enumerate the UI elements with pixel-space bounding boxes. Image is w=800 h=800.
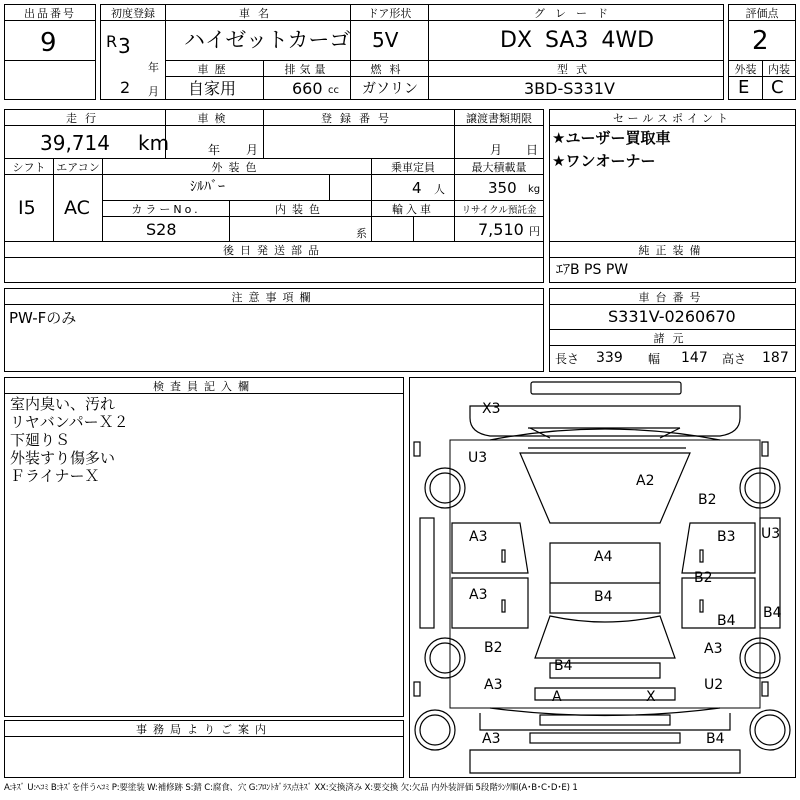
int-color-box (229, 216, 372, 242)
inspector-label: 検査員記入欄 (4, 377, 404, 394)
load-label: 最大積載量 (454, 158, 544, 175)
mark-u2: U2 (704, 677, 724, 693)
mark-b3: B3 (717, 529, 736, 545)
mileage-value: 39,714 (40, 131, 110, 155)
car-name-value: ハイゼットカーゴ (184, 28, 351, 52)
notes-value: PW-Fのみ (9, 309, 77, 327)
load-value: 350 (488, 179, 517, 197)
import-label: 輸入車 (371, 200, 455, 217)
inspection-month-unit: 月 (246, 143, 259, 157)
ext-color-box-2 (329, 174, 372, 201)
transfer-label: 譲渡書類期限 (454, 109, 544, 126)
mark-b4-center: B4 (594, 589, 613, 605)
inspector-line-2: リヤバンパーＸ２ (10, 413, 129, 431)
interior-label: 内装 (762, 60, 796, 77)
reg-no-label: 登録番号 (263, 109, 455, 126)
door-label: ドア形状 (350, 4, 429, 21)
reg-no-box (263, 125, 455, 159)
sales-point-2: ★ワンオーナー (552, 152, 656, 170)
mileage-label: 走行 (4, 109, 166, 126)
int-color-label: 内装色 (229, 200, 372, 217)
mark-a4: A4 (594, 549, 613, 565)
width-label: 幅 (648, 352, 661, 366)
shift-value: I5 (18, 197, 36, 219)
mark-x: X (646, 689, 656, 705)
mark-b2-right: B2 (698, 492, 717, 508)
mark-a3-right: A3 (704, 641, 723, 657)
transfer-month-unit: 月 (490, 143, 503, 157)
mark-b4-right: B4 (717, 613, 736, 629)
model-label: 型式 (428, 60, 724, 77)
ac-value: AC (64, 197, 90, 219)
capacity-unit: 人 (434, 183, 445, 196)
mark-b4-side: B4 (763, 605, 782, 621)
inspector-line-1: 室内臭い、汚れ (10, 395, 116, 413)
grade-value: DX SA3 4WD (500, 28, 655, 53)
mileage-unit: km (138, 131, 170, 155)
office-label: 事務局よりご案内 (4, 720, 404, 737)
height-label: 高さ (722, 352, 747, 366)
ext-color-label: 外装色 (102, 158, 372, 175)
shift-label: シフト (4, 158, 54, 175)
equipment-label: 純正装備 (549, 241, 796, 258)
fuel-value: ガソリン (362, 81, 418, 97)
load-unit: kg (528, 184, 541, 195)
recycle-unit: 円 (529, 225, 540, 238)
lot-no-label: 出品番号 (4, 4, 96, 21)
chassis-label: 車台番号 (549, 288, 796, 305)
capacity-label: 乗車定員 (371, 158, 455, 175)
inspector-line-4: 外装すり傷多い (10, 449, 116, 467)
exterior-label: 外装 (728, 60, 763, 77)
width-value: 147 (681, 350, 708, 366)
sales-point-1: ★ユーザー買取車 (552, 129, 671, 147)
mark-b4-rear: B4 (554, 658, 573, 674)
later-parts-box (4, 257, 544, 283)
car-name-label: 車名 (165, 4, 351, 21)
year-unit: 年 (148, 61, 159, 74)
mark-x3: X3 (482, 401, 501, 417)
legend-text: A:ｷｽﾞ U:ﾍｺﾐ B:ｷｽﾞを伴うﾍｺﾐ P:要塗装 W:補修跡 S:錆 C:腐食、穴 G:ﾌﾛﾝﾄｶﾞﾗｽ点ｷｽﾞ XX:交換済み X:要交換 欠:欠品 内外装評価 5段階ﾗﾝｸ順(A･B･C･D･E) 1 (4, 783, 578, 793)
height-value: 187 (762, 350, 789, 366)
fuel-label: 燃料 (350, 60, 429, 77)
score-value: 2 (752, 26, 769, 56)
recycle-label: リサイクル預託金 (454, 200, 544, 217)
transfer-day-unit: 日 (526, 143, 539, 157)
exterior-grade: E (738, 77, 750, 98)
model-value: 3BD-S331V (524, 79, 615, 98)
displacement-unit: cc (328, 85, 339, 96)
mark-a3-bottom: A3 (482, 731, 501, 747)
specs-label: 諸元 (549, 329, 796, 346)
recycle-value: 7,510 (478, 220, 524, 239)
mark-a2: A2 (636, 473, 655, 489)
ac-label: エアコン (53, 158, 103, 175)
inspector-line-3: 下廻りＳ (10, 431, 71, 449)
lot-no-lower (4, 60, 96, 100)
int-color-unit: 系 (356, 227, 367, 240)
history-value: 自家用 (188, 79, 237, 98)
score-label: 評価点 (728, 4, 796, 21)
ext-color-value: ｼﾙﾊﾞｰ (190, 179, 225, 195)
car-diagram (409, 377, 796, 778)
mark-b4-bottom: B4 (706, 731, 725, 747)
specs-box (549, 345, 796, 372)
office-box (4, 736, 404, 778)
inspector-line-5: ＦライナーＸ (10, 467, 100, 485)
grade-label: グレード (428, 4, 724, 21)
mark-b2-mid: B2 (694, 570, 713, 586)
reg-month: 2 (120, 78, 131, 97)
mark-a3-left-front: A3 (469, 529, 488, 545)
import-box (371, 216, 414, 242)
lot-no-value: 9 (40, 28, 57, 58)
mark-b2-left: B2 (484, 640, 503, 656)
import-box-2 (413, 216, 455, 242)
length-value: 339 (596, 350, 623, 366)
history-label: 車歴 (165, 60, 264, 77)
mark-a3-left-bottom: A3 (484, 677, 503, 693)
chassis-value: S331V-0260670 (608, 307, 736, 326)
reg-year: 3 (118, 34, 131, 58)
length-label: 長さ (555, 352, 580, 366)
era-letter: R (106, 32, 118, 51)
first-reg-label: 初度登録 (100, 4, 166, 21)
inspection-label: 車検 (165, 109, 264, 126)
notes-label: 注意事項欄 (4, 288, 544, 305)
equipment-value: ｴｱB PS PW (556, 262, 629, 278)
notes-box (4, 304, 544, 372)
inspection-year-unit: 年 (208, 143, 221, 157)
displacement-value: 660 (292, 79, 323, 98)
interior-grade: C (771, 77, 784, 98)
mark-u3-right: U3 (761, 526, 781, 542)
door-value: 5V (372, 28, 399, 52)
later-parts-label: 後日発送部品 (4, 241, 544, 258)
mark-a3-left-rear: A3 (469, 587, 488, 603)
color-no-label: カラーNo. (102, 200, 230, 217)
car-diagram-svg (410, 378, 796, 778)
mark-a: A (552, 689, 562, 705)
color-no-value: S28 (146, 220, 177, 239)
mark-u3-left: U3 (468, 450, 488, 466)
capacity-value: 4 (412, 179, 422, 197)
sales-label: セールスポイント (549, 109, 796, 126)
displacement-label: 排気量 (263, 60, 351, 77)
month-unit: 月 (148, 85, 159, 98)
